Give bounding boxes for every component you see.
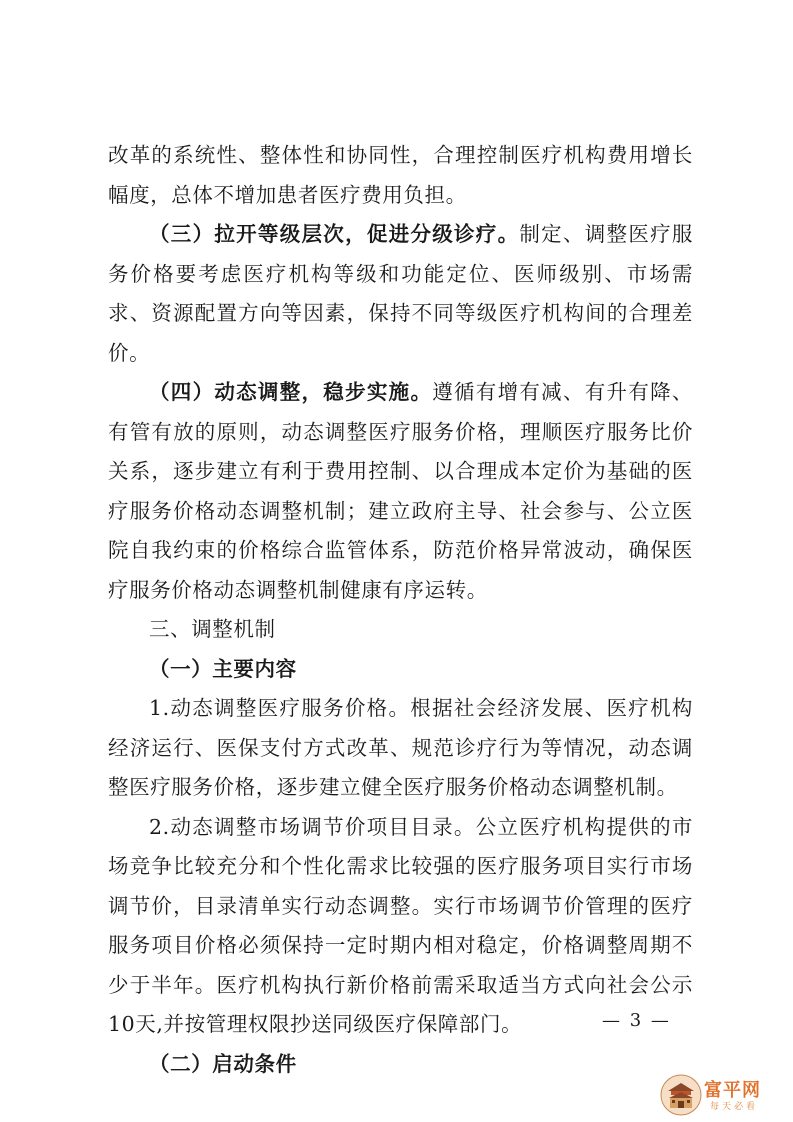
site-watermark: [660, 1072, 788, 1118]
section-heading: 三、调整机制: [149, 617, 276, 641]
document-body: [108, 136, 693, 1084]
paragraph-lead: （四）动态调整，稳步实施。: [149, 380, 433, 404]
page-number: — 3 —: [602, 1010, 671, 1031]
subheading-trigger-conditions: （二）启动条件: [149, 1051, 297, 1076]
list-item: 1.动态调整医疗服务价格。根据社会经济发展、医疗机构经济运行、医保支付方式改革、规范诊疗行为等情况，动态调整医疗服务价格，逐步建立健全医疗服务价格动态调整机制。: [108, 696, 693, 799]
paragraph-continuation: [108, 136, 693, 215]
subheading-main-content: （一）主要内容: [149, 656, 297, 681]
paragraph-text: 改革的系统性、整体性和协同性，合理控制医疗机构费用增长幅度，总体不增加患者医疗费用负担。: [108, 143, 693, 207]
paragraph-dynamic-adjustment: [108, 373, 693, 610]
paragraph-lead: （三）拉开等级层次，促进分级诊疗。: [149, 222, 520, 246]
list-item: 2.动态调整市场调节价项目目录。公立医疗机构提供的市场竞争比较充分和个性化需求比较强的医疗服务项目实行市场调节价，目录清单实行动态调整。实行市场调节价管理的医疗服务项目价格必须保持一定时期内相对稳定，价格调整周期不少于半年。医疗机构执行新价格前需采取适当方式向社会公示10天,并按管理权限抄送同级医疗保障部门。: [108, 814, 693, 1036]
watermark-brand: 富平网: [704, 1080, 761, 1101]
watermark-slogan: 每天必看: [710, 1102, 759, 1112]
paragraph-text: 遵循有增有减、有升有降、有管有放的原则，动态调整医疗服务价格，理顺医疗服务比价关系，逐步建立有利于费用控制、以合理成本定价为基础的医疗服务价格动态调整机制；建立政府主导、社会参与、公立医院自我约束的价格综合监管体系，防范价格异常波动，确保医疗服务价格动态调整机制健康有序运转。: [108, 380, 693, 602]
paragraph-text: 制定、调整医疗服务价格要考虑医疗机构等级和功能定位、医师级别、市场需求、资源配置方向等因素，保持不同等级医疗机构间的合理差价。: [108, 222, 693, 365]
gate-tower-icon: [660, 1074, 702, 1116]
paragraph-tiered-pricing: [108, 215, 693, 373]
